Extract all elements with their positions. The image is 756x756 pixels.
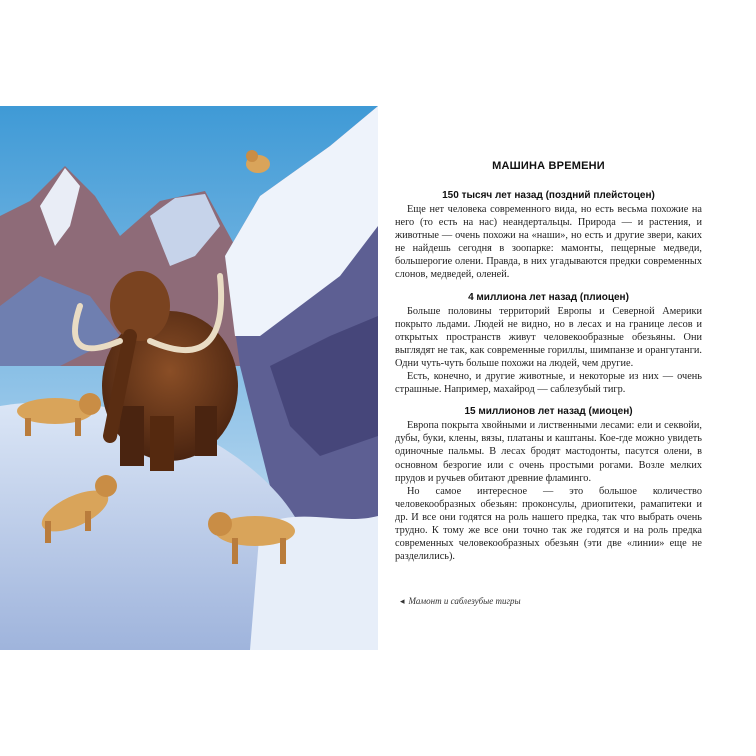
paragraph: Есть, конечно, и другие животные, и некоторые из них — очень страшные. Например, махайрод — саблезубый тигр. — [395, 371, 702, 396]
paragraph: Еще нет человека современного вида, но есть весьма похожие на него (то есть на нас) неандертальцы. Природа — и растения, и животные — очень похожи на «наши», но есть и другие звери, каких не найдешь сегодня в зоопарке: мамонты, пещерные медведи, большерогие олени. Правда, в них угадываются предки современных слонов, медведей, оленей. — [395, 204, 702, 281]
section-pliocene — [395, 292, 702, 397]
paragraph: Больше половины территорий Европы и Северной Америки покрыто льдами. Людей не видно, но в лесах и на границе лесов и открытых пространств живут человекообразные обезьяны. Они выглядят не так, как современные гориллы, шимпанзе и орангутанги. Одни чуть-чуть больше похожи на людей, чем другие. — [395, 305, 702, 369]
illustration-mammoth-and-sabertooths — [0, 106, 378, 650]
section-heading: 15 миллионов лет назад (миоцен) — [464, 406, 633, 418]
caption-text: Мамонт и саблезубые тигры — [408, 596, 521, 606]
text-column — [395, 160, 702, 573]
figure-caption — [400, 596, 521, 607]
section-heading: 4 миллиона лет назад (плиоцен) — [468, 291, 629, 303]
page-title: МАШИНА ВРЕМЕНИ — [492, 160, 605, 172]
section-pleistocene — [395, 190, 702, 282]
caption-arrow-icon: ◂ — [400, 596, 405, 606]
paragraph: Но самое интересное — это большое количество человекообразных обезьян: проконсулы, дриопитеки, рамапитеки и др. И все они годятся на роль нашего предка, так что выбрать очень трудно. К тому же все они точно так же годятся и на роль предка современных человекообразных обезьян (эти две «линии» еще не разделились). — [395, 485, 702, 563]
paragraph: Европа покрыта хвойными и лиственными лесами: ели и секвойи, дубы, буки, клены, вязы, платаны и каштаны. Кое-где можно увидеть одиночные пальмы. В лесах бродят мастодонты, пасутся олени, в основном безрогие или с очень простыми рогами. Возле мелких прудов и ручьев обитают древние фламинго. — [395, 420, 702, 484]
illustration-scene — [0, 106, 378, 650]
section-miocene — [395, 406, 702, 563]
section-heading: 150 тысяч лет назад (поздний плейстоцен) — [442, 190, 655, 201]
